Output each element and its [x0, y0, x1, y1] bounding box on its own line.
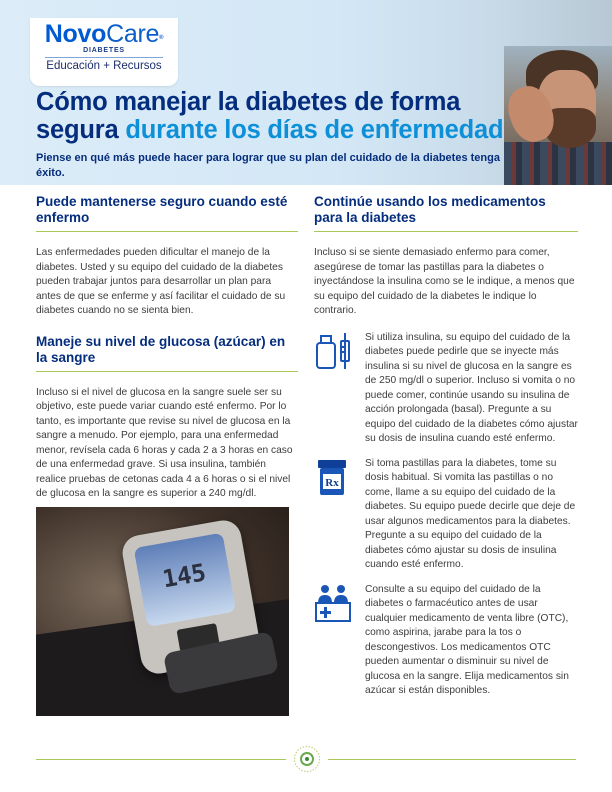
heading-rule — [36, 371, 298, 372]
left-column — [36, 194, 298, 502]
heading-rule — [314, 231, 578, 232]
section-body-glucose: Incluso si el nivel de glucosa en la sangre suele ser su objetivo, este puede variar cuando esté enfermo. Por lo tanto, es importante que revise su nivel de glucosa en la sangre a menudo. Por ejemplo, para una enfermedad menor, revísela cada 6 horas y cada 2 a 3 horas en caso de una enfermedad grave. Si usa insulina, también realice pruebas de cetonas cada 4 a 6 horas o si el nivel de glucosa en la sangre es superior a 240 mg/dl. — [36, 386, 293, 499]
intro-text: Piense en qué más puede hacer para lograr que su plan del cuidado de la diabetes tenga éxito. — [36, 152, 500, 179]
footer-rule-left — [36, 759, 286, 760]
heading-rule — [36, 231, 298, 232]
brand-logo — [30, 18, 178, 86]
logo-wordmark — [30, 20, 178, 48]
logo-product: DIABETES — [83, 47, 125, 54]
rx-label: Rx — [325, 476, 339, 489]
logo-care: Care — [106, 20, 160, 48]
meter-screen: 145 — [134, 533, 237, 627]
logo-registered: ® — [159, 35, 164, 41]
section-heading-safe: Puede mantenerse seguro cuando esté enfermo — [36, 194, 288, 225]
footer-rule-right — [328, 759, 576, 760]
logo-novo: Novo — [44, 20, 107, 48]
otc-item-text: Consulte a su equipo del cuidado de la diabetes o farmacéutico antes de usar cualquier medicamento de venta libre (OTC), como aspirina, jarabe para la tos o descongestivos. Los medicamentos OTC pueden aumentar o disminuir su nivel de glucosa en la sangre. Elija medicamentos sin azúcar si están disponibles. — [365, 583, 569, 696]
section-heading-glucose: Maneje su nivel de glucosa (azúcar) en la sangre — [36, 333, 286, 365]
prescription-bottle-icon — [314, 457, 352, 497]
right-column — [314, 194, 578, 709]
glucose-meter-photo — [36, 507, 289, 716]
photo-shirt — [504, 142, 612, 185]
endorsement-seal-icon — [293, 745, 321, 773]
pills-item-text: Si toma pastillas para la diabetes, tome su dosis habitual. Si vomita las pastillas o no come, llame a su equipo del cuidado de la diabetes. Su equipo puede decirle que deje de usar algunos medicamentos para la diabetes. Pregunte a su equipo del cuidado de la diabetes cómo ajustar su dosis de insulina cuando esté enfermo. — [365, 457, 576, 570]
title-part-2: durante los días de enfermedad — [125, 116, 504, 144]
insulin-vial-syringe-icon — [314, 331, 352, 371]
page-title — [36, 88, 536, 144]
list-item — [314, 331, 578, 447]
section-body-safe: Las enfermedades pueden dificultar el manejo de la diabetes. Usted y su equipo del cuidado de la diabetes pueden trabajar juntos para desarrollar un plan para antes de que se enferme y así facilitar el cuidado de su diabetes cuando no se sienta bien. — [36, 247, 286, 316]
section-heading-medications: Continúe usando los medicamentos para la diabetes — [314, 194, 546, 225]
section-body-medications: Incluso si se siente demasiado enfermo para comer, asegúrese de tomar las pastillas para la diabetes o inyectándose la insulina como se le indique, a menos que su equipo del cuidado de la diabetes le indique lo contrario. — [314, 247, 575, 316]
insulin-item-text: Si utiliza insulina, su equipo del cuidado de la diabetes puede pedirle que se inyecte más insulina si su nivel de glucosa en la sangre es de 250 mg/dl o superior. Incluso si vomita o no puede comer, continúe usando su insulina de acción prolongada (basal). Pregunte a su equipo del cuidado de la diabetes cómo ajustar su dosis de insulina cuando esté enfermo. — [365, 331, 578, 444]
title-part-1: Cómo manejar la diabetes de forma segura — [36, 88, 461, 144]
logo-tagline: Educación + Recursos — [46, 60, 162, 72]
pharmacist-counter-icon — [314, 583, 352, 623]
list-item — [314, 583, 578, 699]
list-item — [314, 457, 578, 573]
logo-divider — [45, 57, 163, 58]
